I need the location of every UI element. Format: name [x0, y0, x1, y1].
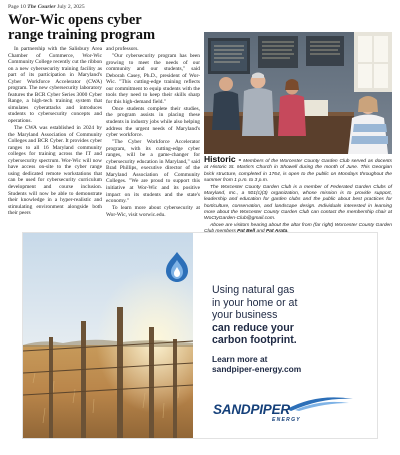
ad-learn-more[interactable] [212, 354, 372, 375]
sandpiper-energy-ad[interactable] [22, 232, 378, 439]
garden-club-photo [204, 32, 392, 154]
caption-paragraph-2: The Worcester County Garden Club is a member of Federated Garden Clubs of Maryland, Inc., a 501(c)(3) organization, whose mission is to provide support, leadership and education for garden clubs and the public about best practices for horticulture, conservation, and landscape design. Individuals interested in learning more about the Worcester County Garden Club can contact the membership chair at WoCtyGarden-Club@gmail.com. [204, 184, 392, 222]
caption-title: Historic - [204, 154, 242, 164]
page-number: Page 10 [8, 4, 26, 10]
ad-website-link[interactable]: sandpiper-energy.com [212, 364, 302, 375]
headline-line-1: Wor-Wic opens cyber [8, 12, 142, 28]
article-paragraph: "Our cybersecurity program has been growing to meet the needs of our community and our students," said Deborah Casey, Ph.D., president of Wor-Wic. "This cutting-edge training reflects our commitment to equip students with the tools they need to keep their skills sharp for this high-demand field." [106, 53, 200, 105]
page-header [8, 4, 392, 10]
ad-line: Using natural gas [212, 284, 295, 296]
sandpiper-logo [209, 395, 359, 425]
ad-line-bold: carbon footprint. [212, 334, 297, 347]
article-paragraph: "The Cyber Workforce Accelerator program, with its cutting-edge cyber ranges, will be a game-changer for cybersecurity education in Maryland," said Brad Phillips, executive director of the Maryland Association of Community Colleges. "We are proud to support this initiative at Wor-Wic and its positive impact on its students and the state's economy." [106, 139, 200, 205]
article-column-2 [106, 46, 200, 219]
article-column-1 [8, 46, 102, 217]
publication-name: The Courier [27, 4, 56, 10]
caption-paragraph-3: Above are visitors hearing about the altar from (far right) Worcester County Garden [210, 222, 392, 228]
article-paragraph: and professors. [106, 46, 139, 52]
article-paragraph: The CWA was established in 2024 by the Maryland Association of Community Colleges and BCR Cyber. It provides cyber ranges to all 16 Maryland community colleges for training across the IT and cybersecurity spectrum. Wor-Wic will now have access on-site to the cyber range using dedicated remote workstations that can be used for cybersecurity curriculum development and course inclusion. Students will now be able to demonstrate their knowledge in a hyper-realistic and stimulating environment alongside both their peers [8, 125, 102, 217]
church-interior-photo [204, 32, 392, 154]
swoosh-icon [285, 395, 355, 411]
learn-more-label: Learn more at [212, 354, 268, 364]
photo-caption [204, 156, 392, 236]
article-headline [8, 13, 200, 43]
headline-line-2: range training program [8, 27, 156, 43]
article-paragraph: In partnership with the Salisbury Area Chamber of Commerce, Wor-Wic Community College recently cut the ribbon on a new cybersecurity training facility as part of its participation in Maryland's Cyber Workforce Accelerator (CWA) program. The new cybersecurity laboratory features the BCR Cyber Series 3000 Cyber Range, a high-tech training system that simulates cyberattacks and introduces students to cybersecurity concepts and operations. [8, 46, 102, 125]
ad-line: in your home or at [212, 296, 298, 309]
ad-line-bold: can reduce your [212, 321, 294, 334]
article-paragraph: To learn more about cybersecurity at Wor-Wic, visit worwic.edu. [106, 205, 200, 218]
ad-line: your business [212, 309, 278, 322]
ad-headline [212, 284, 372, 347]
article-paragraph: Once students complete their studies, the program assists in placing these students in industry jobs while also helping address the urgent needs of Maryland's cyber workforce. [106, 105, 200, 139]
logo-wordmark: SANDPIPER [213, 402, 290, 417]
flame-icon [164, 251, 190, 283]
caption-paragraph-1: Historic - Members of the Worcester County Garden Club served as docents at Historic St. Martin's Church in Showell during the month of June. This Georgian brick structure, completed in 1764, is open to the public on Mondays throughout the summer from 1 p.m. to 3 p.m. [204, 154, 392, 183]
issue-date: July 2, 2025 [57, 4, 85, 10]
logo-subtitle: ENERGY [272, 417, 301, 423]
